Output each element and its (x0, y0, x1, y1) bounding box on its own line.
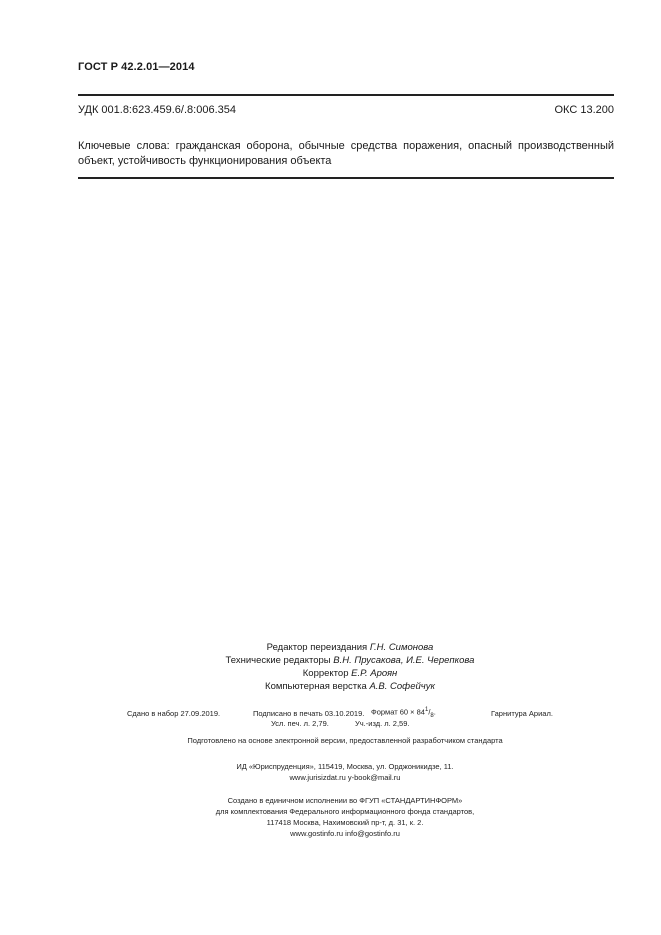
layout-line (160, 680, 540, 693)
format-denominator: 8 (430, 713, 434, 719)
credits-block (160, 641, 540, 693)
format-prefix: Формат 60 × 84 (371, 707, 425, 717)
format-numerator: 1 (424, 707, 429, 713)
udk-code: УДК 001.8:623.459.6/.8:006.354 (78, 104, 236, 116)
editor-label: Редактор переиздания (266, 642, 370, 653)
publisher-contacts: www.jurisizdat.ru y-book@mail.ru (289, 773, 401, 782)
publishing-sheets: Уч.-изд. л. 2,59. (355, 719, 410, 728)
tech-editors-names: В.Н. Прусакова, И.Е. Черепкова (333, 655, 475, 666)
editor-line (160, 641, 540, 654)
printed-sheets: Усл. печ. л. 2,79. (271, 719, 329, 728)
producer-line-1: Создано в единичном исполнении во ФГУП «СТАНДАРТИНФОРМ» (227, 796, 463, 805)
tech-editors-label: Технические редакторы (225, 655, 334, 666)
oks-code: ОКС 13.200 (554, 104, 614, 116)
signed-date: Подписано в печать 03.10.2019. (253, 709, 365, 718)
submitted-date: Сдано в набор 27.09.2019. (127, 709, 221, 718)
format-slash: / (428, 707, 431, 717)
layout-name: А.В. Софейчук (369, 681, 435, 692)
typeface-info: Гарнитура Ариал. (491, 709, 553, 718)
tech-editors-line (160, 654, 540, 667)
producer-line-2: для комплектования Федерального информационного фонда стандартов, (215, 807, 475, 816)
format-info (371, 707, 436, 719)
prepared-note: Подготовлено на основе электронной версии, предоставленной разработчиком стандарта (187, 736, 503, 745)
standard-title: ГОСТ Р 42.2.01—2014 (78, 61, 195, 73)
top-divider (78, 94, 614, 96)
editor-name: Г.Н. Симонова (369, 642, 434, 653)
publisher-block (130, 761, 560, 783)
producer-line-4: www.gostinfo.ru info@gostinfo.ru (290, 829, 400, 838)
corrector-name: Е.Р. Ароян (351, 668, 398, 679)
keywords-paragraph: Ключевые слова: гражданская оборона, обычные средства поражения, опасный производственный объект, устойчивость функционирования объекта (78, 140, 614, 167)
layout-label: Компьютерная верстка (265, 681, 370, 692)
corrector-label: Корректор (302, 668, 352, 679)
corrector-line (160, 667, 540, 680)
producer-block (130, 795, 560, 839)
producer-line-3: 117418 Москва, Нахимовский пр-т, д. 31, к. 2. (266, 818, 424, 827)
prepared-note-block (130, 735, 560, 746)
bottom-divider (78, 177, 614, 179)
publisher-address: ИД «Юриспруденция», 115419, Москва, ул. Орджоникидзе, 11. (236, 762, 454, 771)
format-suffix: . (433, 707, 436, 717)
